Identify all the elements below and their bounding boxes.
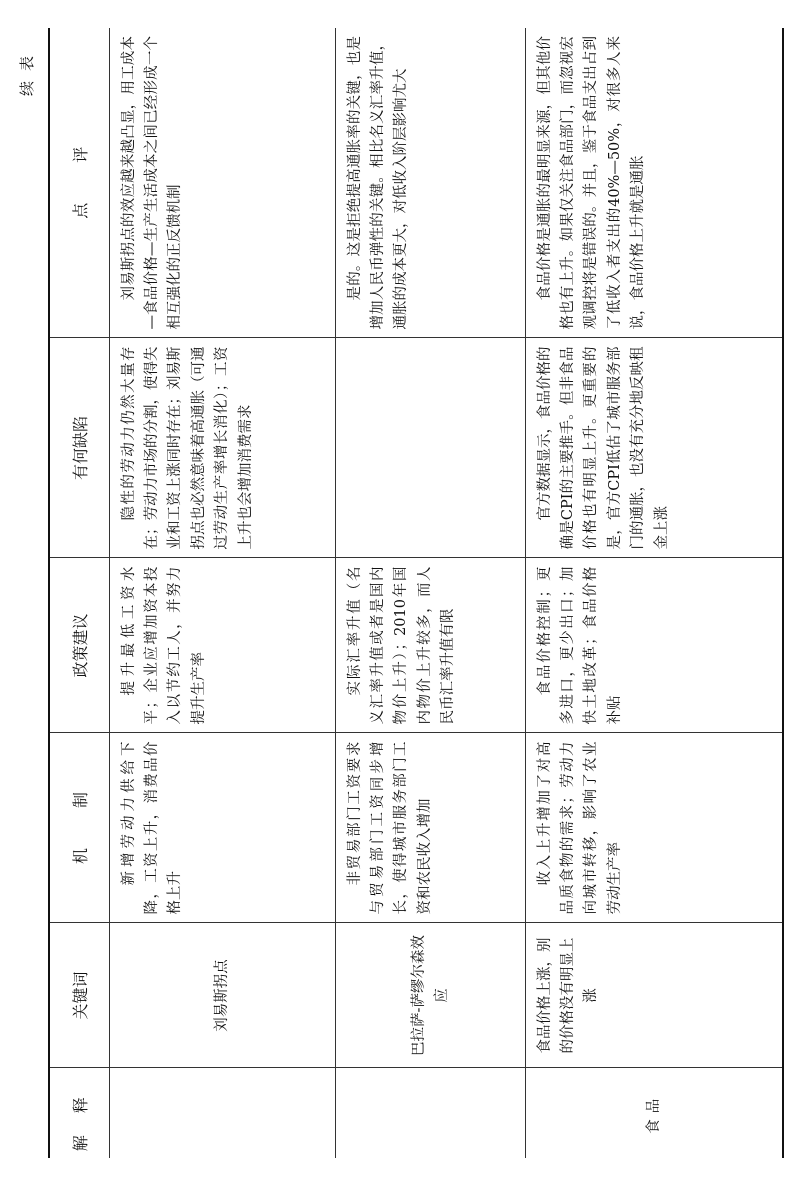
header-defect: 有何缺陷 — [49, 338, 109, 558]
analysis-table — [48, 28, 784, 1158]
comment-cell: 食品价格是通胀的最明显来源，但其他价格也有上升。如果仅关注食品部门，而忽视宏观调控将是错误的。并且，鉴于食品支出占到了低收入者支出的40%—50%，对很多人来说，食品价格上升就是通胀 — [525, 28, 783, 338]
header-comment: 点评 — [49, 28, 109, 338]
policy-cell: 食品价格控制；更多进口，更少出口；加快土地改革；食品价格补贴 — [525, 558, 783, 733]
keyword-cell: 刘易斯拐点 — [109, 923, 335, 1068]
keyword-cell: 食品价格上涨，别的价格没有明显上涨 — [525, 923, 783, 1068]
table-row — [109, 28, 335, 1158]
policy-cell: 实际汇率升值（名义汇率升值或者是国内物价上升）；2010年国内物价上升较多，而人民币汇率升值有限 — [335, 558, 525, 733]
table-row — [525, 28, 783, 1158]
comment-cell: 刘易斯拐点的效应越来越凸显，用工成本—食品价格—生产生活成本之间已经形成一个相互强化的正反馈机制 — [109, 28, 335, 338]
keyword-cell: 巴拉萨-萨缪尔森效应 — [335, 923, 525, 1068]
policy-cell: 提升最低工资水平；企业应增加资本投入以节约工人，并努力提升生产率 — [109, 558, 335, 733]
header-keyword: 关键词 — [49, 923, 109, 1068]
group-label-cell — [335, 1068, 525, 1158]
header-explain: 解释 — [49, 1068, 109, 1158]
mechanism-cell: 新增劳动力供给下降，工资上升，消费品价格上升 — [109, 733, 335, 923]
header-mechanism: 机制 — [49, 733, 109, 923]
table-header-row — [49, 28, 109, 1158]
table-row — [335, 28, 525, 1158]
defect-cell — [335, 338, 525, 558]
defect-cell: 官方数据显示，食品价格的确是CPI的主要推手。但非食品价格也有明显上升。更重要的是，官方CPI低估了城市服务部门的通胀，也没有充分地反映租金上涨 — [525, 338, 783, 558]
continued-label: 续表 — [18, 46, 36, 97]
comment-cell: 是的。这是拒绝提高通胀率的关键，也是增加人民币弹性的关键。相比名义汇率升值，通胀的成本更大，对低收入阶层影响尤大 — [335, 28, 525, 338]
group-label-cell — [109, 1068, 335, 1158]
group-label-cell: 食品 — [525, 1068, 783, 1158]
mechanism-cell: 收入上升增加了对高品质食物的需求；劳动力向城市转移，影响了农业劳动生产率 — [525, 733, 783, 923]
defect-cell: 隐性的劳动力仍然大量存在；劳动力市场的分割，使得失业和工资上涨同时存在；刘易斯拐点也必然意味着高通胀（可通过劳动生产率增长消化）；工资上升也会增加消费需求 — [109, 338, 335, 558]
mechanism-cell: 非贸易部门工资要求与贸易部门工资同步增长，使得城市服务部门工资和农民收入增加 — [335, 733, 525, 923]
header-policy: 政策建议 — [49, 558, 109, 733]
